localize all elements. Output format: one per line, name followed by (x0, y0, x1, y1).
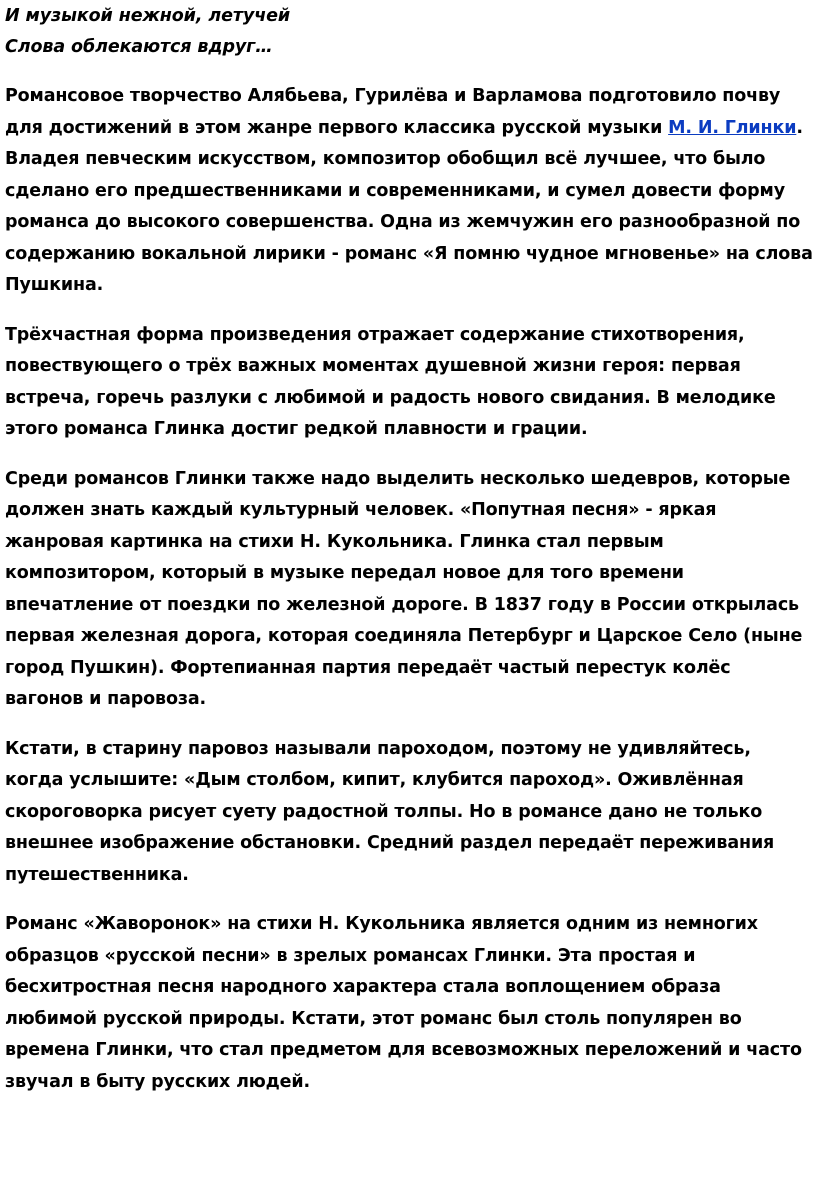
document-page (5, 0, 813, 1098)
epigraph-line-2: Слова облекаются вдруг… (5, 37, 273, 57)
epigraph (5, 0, 813, 63)
paragraph-3: Среди романсов Глинки также надо выделить несколько шедевров, которые должен знать каждый культурный человек. «Попутная песня» - яркая жанровая картинка на стихи Н. Кукольника. Глинка стал первым композитором, который в музыке передал новое для того времени впечатление от поездки по железной дороге. В 1837 году в России открылась первая железная дорога, которая соединяла Петербург и Царское Село (ныне город Пушкин). Фортепианная партия передаёт частый перестук колёс вагонов и паровоза. (5, 468, 803, 709)
glinka-link[interactable]: М. И. Глинки (668, 117, 797, 138)
paragraph-1 (5, 81, 813, 302)
paragraph-1-text-after: . Владея певческим искусством, композитор обобщил всё лучшее, что было сделано его предшественниками и современниками, и сумел довести форму романса до высокого совершенства. Одна из жемчужин его разнообразной по содержанию вокальной лирики - романс «Я помню чудное мгновенье» на слова Пушкина. (5, 117, 813, 295)
paragraph-5: Романс «Жаворонок» на стихи Н. Кукольника является одним из немногих образцов «русской песни» в зрелых романсах Глинки. Эта простая и бесхитростная песня народного характера стала воплощением образа любимой русской природы. Кстати, этот романс был столь популярен во времена Глинки, что стал предметом для всевозможных переложений и часто звучал в быту русских людей. (5, 914, 802, 1092)
paragraph-1-text-before: Романсовое творчество Алябьева, Гурилёва и Варламова подготовило почву для достижений в этом жанре первого классика русской музыки (5, 86, 781, 138)
paragraph-2: Трёхчастная форма произведения отражает содержание стихотворения, повествующего о трёх важных моментах душевной жизни героя: первая встреча, горечь разлуки с любимой и радость нового свидания. В мелодике этого романса Глинка достиг редкой плавности и грации. (5, 324, 776, 439)
epigraph-line-1: И музыкой нежной, летучей (5, 6, 291, 26)
paragraph-4: Кстати, в старину паровоз называли пароходом, поэтому не удивляйтесь, когда услышите: «Дым столбом, кипит, клубится пароход». Оживлённая скороговорка рисует суету радостной толпы. Но в романсе дано не только внешнее изображение обстановки. Средний раздел передаёт переживания путешественника. (5, 738, 775, 885)
